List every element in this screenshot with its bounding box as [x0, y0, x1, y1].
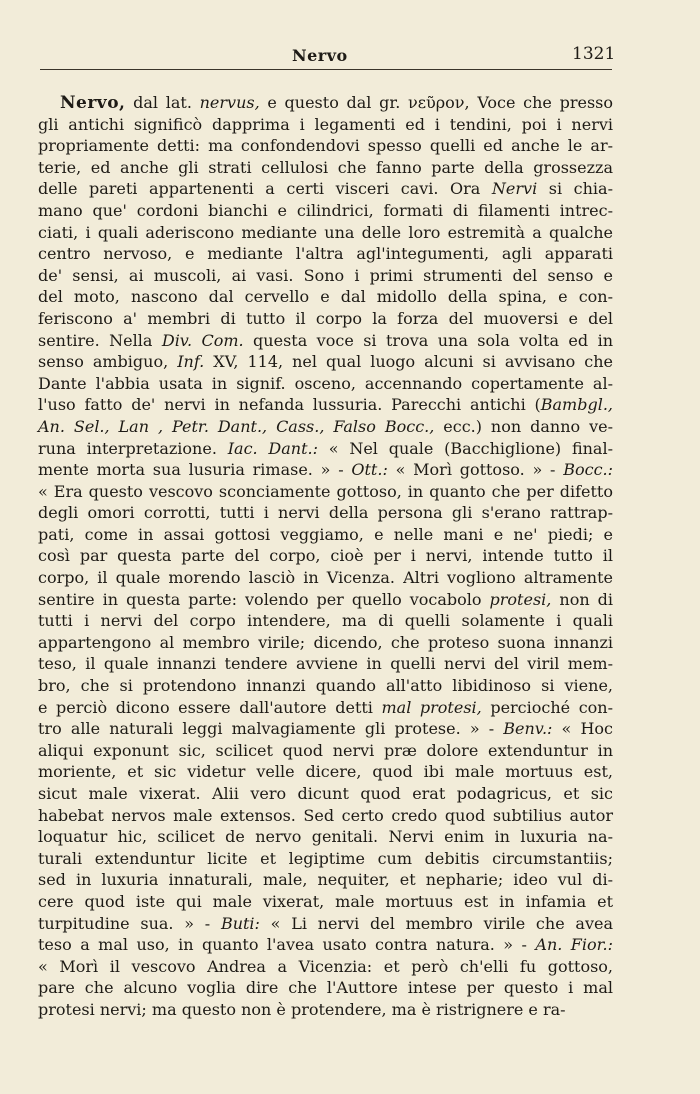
text-run: percioché con- [481, 697, 614, 717]
text-run: senso ambiguo, [38, 352, 178, 372]
header-rule [40, 69, 612, 70]
text-line [38, 373, 613, 395]
text-run: questa voce si trova una sola volta ed in [243, 330, 613, 350]
text-line [38, 416, 613, 438]
text-line [38, 675, 613, 697]
text-line [38, 330, 613, 352]
text-run: teso, il quale innanzi tendere avviene in quelli nervi del viril mem- [38, 654, 613, 674]
text-run: così par questa parte del corpo, cioè per i nervi, intende tutto il [38, 546, 613, 566]
text-run: pare che alcuno voglia dire che l'Auttore intese per questo i mal [38, 978, 613, 998]
text-line [38, 913, 613, 935]
text-line [38, 178, 613, 200]
text-run: degli omori corrotti, tutti i nervi della persona gli s'erano rattrap- [38, 503, 613, 523]
text-run: gli antichi significò dapprima i legamenti ed i tendini, poi i nervi [38, 114, 613, 134]
text-line [38, 848, 613, 870]
dictionary-entry [38, 92, 613, 1021]
text-line [38, 783, 613, 805]
text-run: mano que' cordoni bianchi e cilindrici, formati di filamenti intrec- [38, 200, 613, 220]
text-run: habebat nervos male extensos. Sed certo credo quod subtilius autor [38, 805, 613, 825]
text-line [38, 222, 613, 244]
text-line [38, 286, 613, 308]
text-run: teso a mal uso, in quanto l'avea usato contra natura. » - [38, 935, 536, 955]
text-line [38, 718, 613, 740]
italic-text: protesi, [489, 589, 552, 609]
italic-text: mal protesi, [381, 697, 482, 717]
text-line [38, 761, 613, 783]
text-run: non di [551, 589, 613, 609]
text-line [38, 438, 613, 460]
italic-text: Nervi [491, 179, 538, 199]
text-line [38, 653, 613, 675]
italic-text: nervus, [199, 93, 260, 112]
text-run: l'uso fatto de' nervi in nefanda lussuria. Parecchi antichi ( [38, 395, 541, 415]
italic-text: Ott.: [351, 460, 388, 480]
text-run: dal lat. [125, 93, 200, 112]
italic-text: Bambgl., [540, 395, 613, 415]
text-run: bro, che si protendono innanzi quando all'atto libidinoso si viene, [38, 676, 613, 696]
text-line [38, 632, 613, 654]
text-line [38, 697, 613, 719]
text-line [38, 308, 613, 330]
text-line [38, 502, 613, 524]
text-run: protesi nervi; ma questo non è protendere, ma è ristrignere e ra- [38, 999, 566, 1019]
text-run: tutti i nervi del corpo intendere, ma di quelli solamente i quali [38, 611, 613, 631]
text-line [38, 243, 613, 265]
text-run: moriente, et sic videtur velle dicere, quod ibi male mortuus est, [38, 762, 613, 782]
text-run: centro nervoso, e mediante l'altra agl'integumenti, agli apparati [38, 244, 613, 264]
text-line [38, 524, 613, 546]
text-run: mente morta sua lusuria rimase. » - [38, 460, 352, 480]
text-run: turali extenduntur licite et legiptime cum debitis circumstantiis; [38, 848, 613, 868]
running-head-title: Nervo [292, 46, 348, 65]
text-run: ecc.) non danno ve- [434, 416, 613, 436]
text-line [38, 999, 613, 1021]
text-run: XV, 114, nel qual luogo alcuni si avvisano che [204, 352, 614, 372]
text-line [38, 589, 613, 611]
text-run: sicut male vixerat. Alii vero dicunt quod erat podagricus, et sic [38, 784, 613, 803]
text-run: ciati, i quali aderiscono mediante una delle loro estremità a qualche [38, 222, 613, 242]
text-run: « Morì il vescovo Andrea a Vicenzia: et però ch'elli fu gottoso, [38, 956, 613, 976]
text-run: e perciò dicono essere dall'autore detti [38, 697, 382, 717]
page-number: 1321 [572, 44, 616, 64]
text-line [38, 200, 613, 222]
text-line [38, 265, 613, 287]
text-run: aliqui exponunt sic, scilicet quod nervi præ dolore extenduntur in [38, 740, 613, 760]
text-line [38, 135, 613, 157]
text-run: propriamente detti: ma confondendovi spesso quelli ed anche le ar- [38, 136, 613, 156]
text-run: sentire. Nella [38, 330, 162, 350]
italic-text: Iac. Dant.: [227, 438, 318, 458]
italic-text: Bocc.: [563, 460, 614, 480]
text-run: sentire in questa parte: volendo per quello vocabolo [38, 589, 490, 609]
text-run: e questo dal gr. νεῦρον, Voce che presso [259, 93, 613, 112]
text-line [38, 351, 613, 373]
headword: Nervo, [60, 93, 126, 113]
text-run: sed in luxuria innaturali, male, nequiter, et nepharie; ideo vul di- [38, 870, 613, 890]
text-run: terie, ed anche gli strati cellulosi che fanno parte della grossezza [38, 157, 613, 177]
text-run: runa interpretazione. [38, 438, 228, 458]
text-line [38, 459, 613, 481]
text-run: turpitudine sua. » - [38, 913, 221, 933]
text-run: corpo, il quale morendo lasciò in Vicenza. Altri vogliono altramente [38, 568, 613, 588]
text-run: « Morì gottoso. » - [387, 460, 564, 480]
text-run: si chia- [537, 179, 613, 199]
italic-text: An. Fior.: [535, 935, 614, 955]
text-line [38, 977, 613, 999]
running-head [0, 38, 700, 72]
italic-text: Buti: [220, 913, 260, 933]
text-run: de' sensi, ai muscoli, ai vasi. Sono i primi strumenti del senso e [38, 265, 613, 285]
text-line [38, 869, 613, 891]
text-line [38, 610, 613, 632]
text-line [38, 545, 613, 567]
text-line [38, 157, 613, 179]
text-run: « Era questo vescovo sconciamente gottoso, in quanto che per difetto [38, 481, 613, 501]
text-run: Dante l'abbia usata in signif. osceno, accennando copertamente al- [38, 373, 613, 393]
text-line [38, 956, 613, 978]
text-line [38, 740, 613, 762]
text-run: « Nel quale (Bacchiglione) final- [317, 438, 613, 458]
text-run: « Li nervi del membro virile che avea [259, 913, 613, 933]
italic-text: Benv.: [503, 719, 553, 739]
text-line [38, 934, 613, 956]
text-line [38, 826, 613, 848]
text-run: cere quod iste qui male vixerat, male mortuus est in infamia et [38, 891, 613, 911]
text-line [38, 92, 613, 114]
text-line [38, 891, 613, 913]
italic-text: Div. Com. [161, 330, 244, 350]
text-run: appartengono al membro virile; dicendo, che proteso suona innanzi [38, 632, 613, 652]
text-run: delle pareti appartenenti a certi visceri cavi. Ora [38, 179, 492, 199]
text-run: del moto, nascono dal cervello e dal midollo della spina, e con- [38, 287, 613, 307]
text-line [38, 394, 613, 416]
text-run: feriscono a' membri di tutto il corpo la forza del muoversi e del [38, 308, 613, 328]
text-line [38, 114, 613, 136]
text-line [38, 567, 613, 589]
text-run: loquatur hic, scilicet de nervo genitali. Nervi enim in luxuria na- [38, 827, 613, 847]
text-line [38, 805, 613, 827]
text-run: tro alle naturali leggi malvagiamente gli protese. » - [38, 719, 504, 739]
text-line [38, 481, 613, 503]
italic-text: Inf. [177, 352, 205, 372]
text-run: pati, come in assai gottosi veggiamo, e nelle mani e ne' piedi; e [38, 524, 613, 544]
text-run: « Hoc [552, 719, 614, 739]
italic-text: An. Sel., Lan , Petr. Dant., Cass., Falso Bocc., [38, 416, 435, 436]
